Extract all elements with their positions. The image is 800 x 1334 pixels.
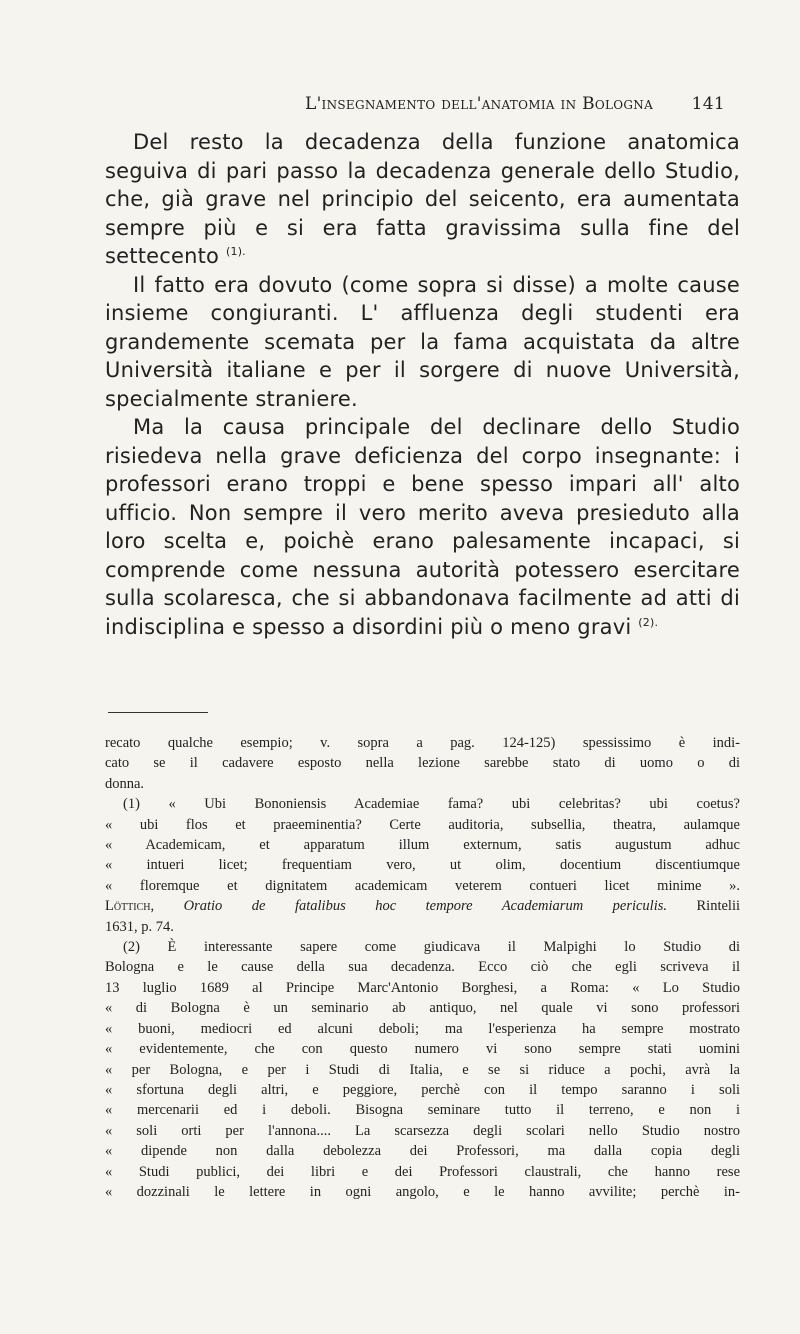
citation-title: Oratio de fatalibus hoc tempore Academiarum periculis. <box>183 898 668 915</box>
footnote-divider <box>108 712 208 713</box>
note-ref-1: (1). <box>226 245 246 258</box>
footnote-2-line: « mercenarii ed i deboli. Bisogna seminare tutto il terreno, e non i <box>105 1102 740 1119</box>
footnote-1-line: (1) « Ubi Bononiensis Academiae fama? ubi celebritas? ubi coetus? <box>123 796 740 813</box>
footnote-2-line: « per Bologna, e per i Studi di Italia, e se si riduce a pochi, avrà la <box>105 1061 740 1078</box>
footnote-1-line: « ubi flos et praeeminentia? Certe auditoria, subsellia, theatra, aulamque <box>105 816 740 833</box>
citation-author: Löttich, <box>105 898 155 915</box>
running-header <box>305 94 725 114</box>
footnote-1-imprint: 1631, p. 74. <box>105 918 174 935</box>
footnote-2-line: « Studi publici, dei libri e dei Professori claustrali, che hanno rese <box>105 1163 740 1180</box>
paragraph-1: Del resto la decadenza della funzione anatomica seguiva di pari passo la decadenza generale dello Studio, che, già grave nel principio del seicento, era aumentata sempre più e si era fatta gravissima sulla fine del settecento $^{(1).}$ <box>105 130 740 268</box>
note-ref-2: (2). <box>638 615 659 629</box>
footnote-2-line: Bologna e le cause della sua decadenza. Ecco ciò che egli scriveva il <box>105 959 740 976</box>
footnote-2-line: « soli orti per l'annona.... La scarsezza degli scolari nello Studio nostro <box>105 1122 740 1139</box>
running-title: L'insegnamento dell'anatomia in Bologna <box>305 94 654 114</box>
footnote-2-line: « buoni, mediocri ed alcuni deboli; ma l'esperienza ha sempre mostrato <box>105 1020 740 1037</box>
footnote-continued-line: donna. <box>105 775 145 792</box>
footnote-2-line: 13 luglio 1689 al Principe Marc'Antonio Borghesi, a Roma: « Lo Studio <box>105 979 740 996</box>
footnote-1-line: « floremque et dignitatem academicam veterem contueri licet minime ». <box>105 877 740 894</box>
footnote-1-citation <box>105 896 740 916</box>
main-text <box>105 128 740 641</box>
paragraph-2: Il fatto era dovuto (come sopra si disse) a molte cause insieme congiuranti. L' affluenza degli studenti era grandemente scemata per la fama acquistata da altre Università italiane e per il sorgere di nuove Università, specialmente straniere. <box>105 272 740 411</box>
footnote-continued-line: recato qualche esempio; v. sopra a pag. 124-125) spessissimo è indi- <box>105 735 740 751</box>
footnote-1-line: « Academicam, et apparatum illum externum, satis augustum adhuc <box>105 837 740 854</box>
footnote-2-line: « sfortuna degli altri, e peggiore, perchè con il tempo saranno i soli <box>105 1081 740 1098</box>
footnote-2-line: « evidentemente, che con questo numero vi sono sempre stati uomini <box>105 1041 740 1058</box>
footnote-1-line: « intueri licet; frequentiam vero, ut olim, docentium discentiumque <box>105 857 740 874</box>
footnote-2-line: (2) È interessante sapere come giudicava il Malpighi lo Studio di <box>123 939 740 956</box>
citation-place: Rintelii <box>696 898 740 915</box>
footnote-2-line: « dozzinali le lettere in ogni angolo, e le hanno avvilite; perchè in- <box>105 1183 740 1200</box>
page-number: 141 <box>691 94 725 114</box>
footnote-2-line: « dipende non dalla debolezza dei Professori, ma dalla copia degli <box>105 1143 740 1160</box>
footnote-2-line: « di Bologna è un seminario ab antiquo, nel quale vi sono professori <box>105 1000 740 1017</box>
footnotes <box>105 733 740 1202</box>
paragraph-3: Ma la causa principale del declinare dello Studio risiedeva nella grave deficienza del corpo insegnante: i professori erano troppi e bene spesso impari all' alto ufficio. Non sempre il vero merito aveva presieduto alla loro scelta e, poichè erano palesamente incapaci, si comprende come nessuna autorità potessero esercitare sulla scolaresca, che si abbandonava facilmente ad atti di indisciplina e spesso a disordini più o meno gravi $^{(2).}$ <box>105 415 740 639</box>
footnote-continued-line: cato se il cadavere esposto nella lezione sarebbe stato di uomo o di <box>105 755 740 772</box>
